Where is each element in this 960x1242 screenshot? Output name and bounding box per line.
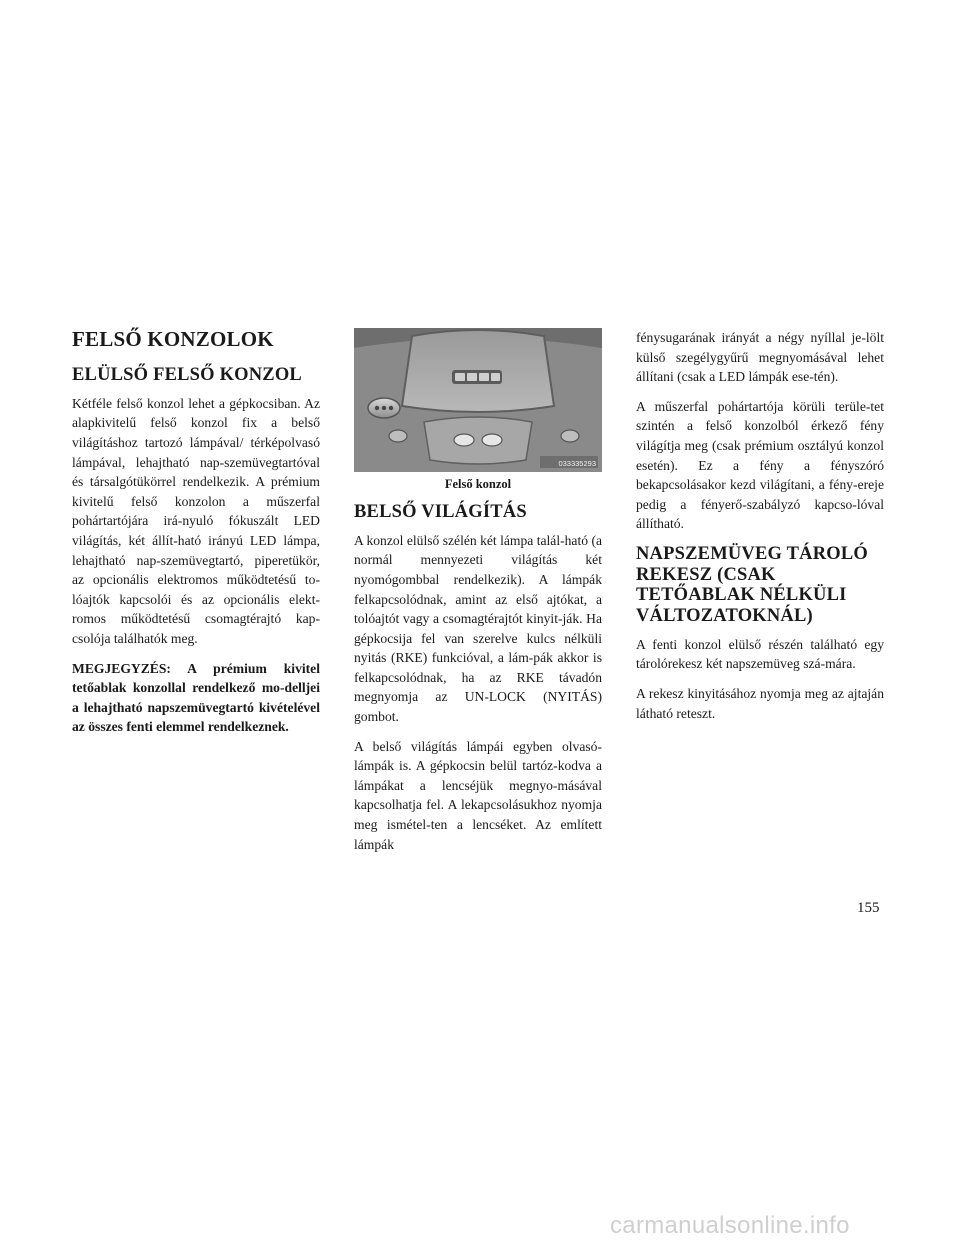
paragraph-sunglasses-bin: A fenti konzol elülső részén található egy tárolórekesz két napszemüveg szá-mára. bbox=[636, 636, 884, 672]
paragraph-cupholder-light: A műszerfal pohártartója körüli terüle-tet szintén a felső konzolból érkező fény világítja meg (csak prémium osztályú konzol esetén). Ez a fény a fényszóró bekapcsolásakor kezd világítani, a fény-ereje pedig a fényerő-szabályzó kapcso-lóval állítható. bbox=[636, 398, 884, 532]
column-middle bbox=[354, 328, 602, 864]
section-title: FELSŐ KONZOLOK bbox=[72, 327, 274, 351]
subsection-title-front-console: ELÜLSŐ FELSŐ KONZOL bbox=[72, 365, 302, 386]
overhead-console-photo bbox=[354, 328, 602, 472]
paragraph-reading-lamps: A belső világítás lámpái egyben olvasó-lámpák is. A gépkocsin belül tartóz-kodva a lámpákat a lencséjük megnyo-másával kapcsolhatja fel. A lekapcsolásukhoz nyomja meg ismétel-ten a lencséket. Az említett lámpák bbox=[354, 738, 602, 852]
figure-caption: Felső konzol bbox=[444, 477, 512, 491]
overhead-console-illustration bbox=[354, 328, 602, 472]
paragraph-console-lamps: A konzol elülső szélén két lámpa talál-ható (a normál mennyezeti világítás két nyomógombbal rendelkezik). A lámpák felkapcsolódnak, amint az első ajtókat, a tolóajtót vagy a csomagtérajtót kinyit-ják. Ha gépkocsija fel van szerelve kulcs nélküli nyitás (RKE) funkcióval, a lám-pák akkor is felkapcsolódnak, ha az RKE távadón megnyomja az UN-LOCK (NYITÁS) gombot. bbox=[354, 532, 602, 725]
paragraph-lamp-direction: fénysugarának irányát a négy nyíllal je-lölt külső szegélygyűrű megnyomásával lehet állítani (csak a LED lámpák ese-tén). bbox=[636, 330, 884, 385]
column-left bbox=[72, 328, 320, 747]
column-right bbox=[636, 328, 884, 733]
note-paragraph: MEGJEGYZÉS: A prémium kivitel tetőablak konzollal rendelkező mo-delljei a lehajtható napszemüvegtartó kivételével az összes fenti elemmel rendelkeznek. bbox=[72, 660, 320, 735]
paragraph-console-types: Kétféle felső konzol lehet a gépkocsiban. Az alapkivitelű felső konzol fix a belső világításhoz tartozó lámpával/ térképolvasó lámpával, lehajtható nap-szemüvegtartóval és társalgótükörrel rendelkezik. A prémium kivitelű felső konzolon a műszerfal pohártartójára irá-nyuló fókuszált LED világítás, két állít-ható irányú LED lámpa, lehajtható nap-szemüvegtartó, piperetükör, az opcionális elektromos működtetésű to-lóajtók kapcsolói és az opcionális elekt-romos működtetésű csomagtérajtó kap-csolója találhatók meg. bbox=[72, 395, 320, 646]
paragraph-open-bin: A rekesz kinyitásához nyomja meg az ajtaján látható reteszt. bbox=[636, 686, 884, 721]
subsection-title-interior-lights: BELSŐ VILÁGÍTÁS bbox=[354, 502, 527, 522]
page-number: 155 bbox=[857, 900, 880, 916]
figure-code: 033335293 bbox=[558, 459, 596, 468]
subsection-title-sunglasses: NAPSZEMÜVEG TÁROLÓ REKESZ (CSAK TETŐABLAK NÉLKÜLI VÁLTOZATOKNÁL) bbox=[636, 543, 868, 627]
watermark: carmanualsonline.info bbox=[610, 1212, 850, 1239]
